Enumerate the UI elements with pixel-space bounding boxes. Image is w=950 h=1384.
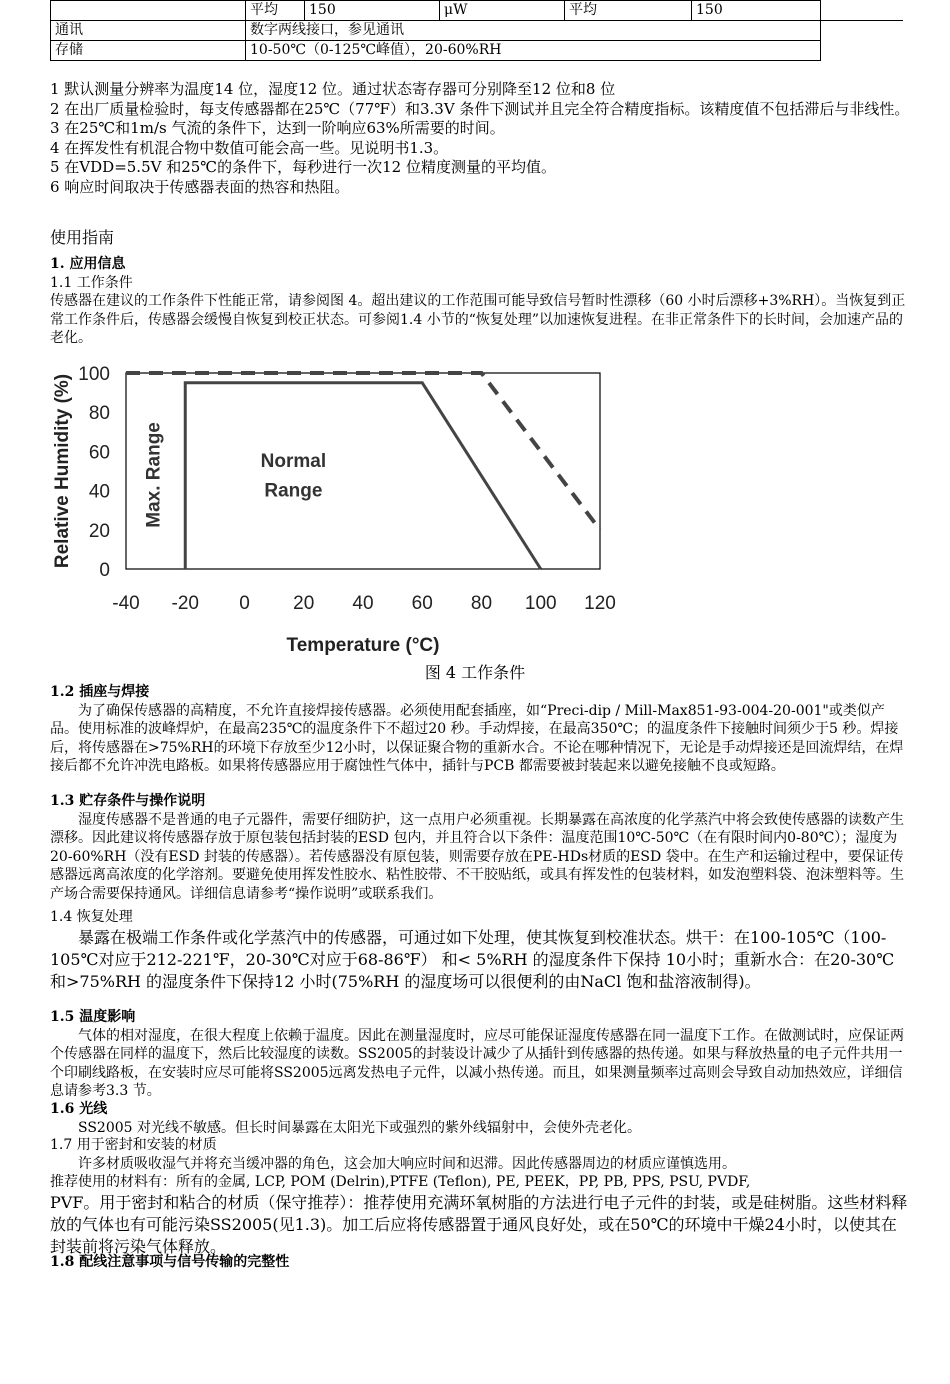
section-text: 湿度传感器不是普通的电子元器件，需要仔细防护，这一点用户必须重视。长期暴露在高浓度的化学蒸汽中将会致使传感器的读数产生漂移。因此建议将传感器存放于原包装包括封装的ESD 包内，并且符合以下条件：温度范围10℃-50℃（在有限时间内0-80℃）；湿度为20-60%RH（没有ESD 封装的传感器）。若传感器没有原包装，则需要存放在PE-HDs材质的ESD 袋中。在生产和运输过程中，要保证传感器远离高浓度的化学溶剂。要避免使用挥发性胶水、粘性胶带、不干胶贴纸，或具有挥发性的包装材料，如发泡塑料袋、泡沫塑料等。生产场合需要保持通风。详细信息请参考“操作说明”或联系我们。 xyxy=(50,811,904,902)
x-tick-label: -40 xyxy=(112,593,140,614)
footnote: 6 响应时间取决于传感器表面的热容和热阻。 xyxy=(50,177,350,196)
section-text: PVF。用于密封和粘合的材质（保守推荐）：推荐使用充满环氧树脂的方法进行电子元件的封装，或是硅树脂。这些材料释放的气体也有可能污染SS2005(见1.3)。加工后应将传感器置于通风良好处，或在50℃的环境中干燥24小时，以使其在封装前将污染气体释放。 xyxy=(50,1192,908,1256)
table-cell: μW xyxy=(440,1,565,21)
x-tick-label: 120 xyxy=(584,593,616,614)
figure-caption: 图 4 工作条件 xyxy=(424,663,526,682)
footnote: 3 在25℃和1m/s 气流的条件下，达到一阶响应63%所需要的时间。 xyxy=(50,119,505,137)
section-text: 推荐使用的材料有：所有的金属, LCP, POM (Delrin),PTFE (Teflon), PE, PEEK，PP, PB, PPS, PSU, PVDF, xyxy=(50,1174,751,1190)
table-cell: 150 xyxy=(305,1,440,21)
table-cell: 平均 xyxy=(246,1,305,21)
x-tick-label: 20 xyxy=(293,593,315,614)
table-cell xyxy=(821,1,904,21)
y-tick-label: 40 xyxy=(88,481,110,503)
section-1-2 xyxy=(50,683,912,776)
section-1-5 xyxy=(50,1008,912,1101)
y-tick-label: 60 xyxy=(88,442,110,464)
section-1-6 xyxy=(50,1100,912,1137)
section-1-3 xyxy=(50,792,912,903)
footnote: 1 默认测量分辨率为温度14 位，湿度12 位。通过状态寄存器可分别降至12 位和8 位 xyxy=(50,80,616,98)
footnotes xyxy=(50,80,910,197)
section-heading: 1.1 工作条件 xyxy=(50,274,133,291)
x-tick-label: 40 xyxy=(352,593,374,614)
y-tick-label: 20 xyxy=(88,520,110,542)
table-cell: 10-50℃（0-125℃峰值），20-60%RH xyxy=(246,41,821,61)
plot-frame xyxy=(126,373,600,569)
section-text: 传感器在建议的工作条件下性能正常，请参阅图 4。超出建议的工作范围可能导致信号暂时性漂移（60 小时后漂移+3%RH）。当恢复到正常工作条件后，传感器会缓慢自恢复到校正状态。可参阅1.4 小节的“恢复处理”以加速恢复进程。在非正常条件下的长时间，会加速产品的老化。 xyxy=(50,293,906,346)
section-heading: 1.5 温度影响 xyxy=(50,1009,136,1025)
section-heading: 1.6 光线 xyxy=(50,1101,108,1117)
x-tick-label: 60 xyxy=(411,593,433,614)
section-heading: 1.4 恢复处理 xyxy=(50,909,133,925)
section-text: 许多材质吸收湿气并将充当缓冲器的角色，这会加大响应时间和迟滞。因此传感器周边的材质应谨慎选用。 xyxy=(78,1155,736,1172)
spec-table xyxy=(50,0,903,61)
section-1-4 xyxy=(50,908,912,993)
normal-range-label: Normal xyxy=(260,451,327,473)
x-tick-label: 0 xyxy=(239,593,250,614)
section-text: 暴露在极端工作条件或化学蒸汽中的传感器，可通过如下处理，使其恢复到校准状态。烘干：在100-105℃（100-105℃对应于212-221℉，20-30℃对应于68-86℉） 和< 5%RH 的湿度条件下保持 10小时；重新水合：在20-30℃ 和>75%RH 的湿度条件下保持12 小时(75%RH 的湿度场可以很便利的由NaCl 饱和盐溶液制得)。 xyxy=(50,927,895,991)
max-range-line xyxy=(126,373,600,530)
footnote: 5 在VDD=5.5V 和25℃的条件下，每秒进行一次12 位精度测量的平均值。 xyxy=(50,158,556,176)
section-1-7 xyxy=(50,1136,912,1258)
section-text: 气体的相对湿度，在很大程度上依赖于温度。因此在测量湿度时，应尽可能保证湿度传感器在同一温度下工作。在做测试时，应保证两个传感器在同样的温度下，然后比较湿度的读数。SS2005的封装设计减少了从插针到传感器的热传递。如果与释放热量的电子元件共用一个印刷线路板，在安装时应尽可能将SS2005远离发热电子元件，以减小热传递。而且，如果测量频率过高则会导致自动加热效应，详细信息请参考3.3 节。 xyxy=(50,1027,904,1099)
section-text: 为了确保传感器的高精度，不允许直接焊接传感器。必须使用配套插座，如“Preci-dip / Mill-Max851-93-004-20-001"或类似产品。使用标准的波峰焊炉，在最高235℃的温度条件下不超过20 秒。手动焊接，在最高350℃；的温度条件下接触时间须少于5 秒。焊接后，将传感器在>75%RH的环境下存放至少12小时，以保证聚合物的重新水合。不论在哪种情况下，无论是手动焊接还是回流焊结，在焊接后都不允许冲洗电路板。如果将传感器应用于腐蚀性气体中，插针与PCB 都需要被封装起来以避免接触不良或短路。 xyxy=(50,702,904,774)
section-1 xyxy=(50,255,912,348)
operating-conditions-chart xyxy=(40,355,630,655)
y-tick-label: 80 xyxy=(88,403,110,425)
y-tick-label: 100 xyxy=(78,364,110,385)
table-cell xyxy=(821,21,904,41)
x-axis-label: Temperature (°C) xyxy=(286,635,440,655)
x-tick-label: 80 xyxy=(470,593,493,614)
table-row xyxy=(51,41,904,61)
x-tick-label: -20 xyxy=(171,593,199,614)
table-cell: 150 xyxy=(692,1,821,21)
table-row xyxy=(51,21,904,41)
table-cell: 存储 xyxy=(51,41,246,61)
footnote: 4 在挥发性有机混合物中数值可能会高一些。见说明书1.3。 xyxy=(50,138,449,157)
table-cell: 通讯 xyxy=(51,21,246,41)
table-row xyxy=(51,1,904,21)
normal-range-line xyxy=(185,383,541,569)
section-1-8-heading: 1.8 配线注意事项与信号传输的完整性 xyxy=(50,1254,290,1270)
section-heading: 1.7 用于密封和安装的材质 xyxy=(50,1137,217,1153)
table-cell: 数字两线接口，参见通讯 xyxy=(246,21,821,41)
normal-range-label: Range xyxy=(264,480,323,502)
y-axis-label: Relative Humidity (%) xyxy=(52,373,73,569)
section-heading: 1.3 贮存条件与操作说明 xyxy=(50,793,206,809)
guide-title: 使用指南 xyxy=(50,228,115,247)
x-tick-label: 100 xyxy=(524,593,557,614)
max-range-label: Max. Range xyxy=(143,422,165,528)
y-tick-label: 0 xyxy=(99,560,110,581)
footnote: 2 在出厂质量检验时，每支传感器都在25℃（77℉）和3.3V 条件下测试并且完全符合精度指标。该精度值不包括滞后与非线性。 xyxy=(50,99,910,118)
table-cell xyxy=(51,1,246,21)
table-cell: 平均 xyxy=(565,1,692,21)
section-heading: 1.2 插座与焊接 xyxy=(50,684,150,700)
section-text: SS2005 对光线不敏感。但长时间暴露在太阳光下或强烈的紫外线辐射中，会使外壳老化。 xyxy=(78,1119,642,1136)
section-heading: 1. 应用信息 xyxy=(50,256,126,272)
table-cell xyxy=(821,41,904,61)
